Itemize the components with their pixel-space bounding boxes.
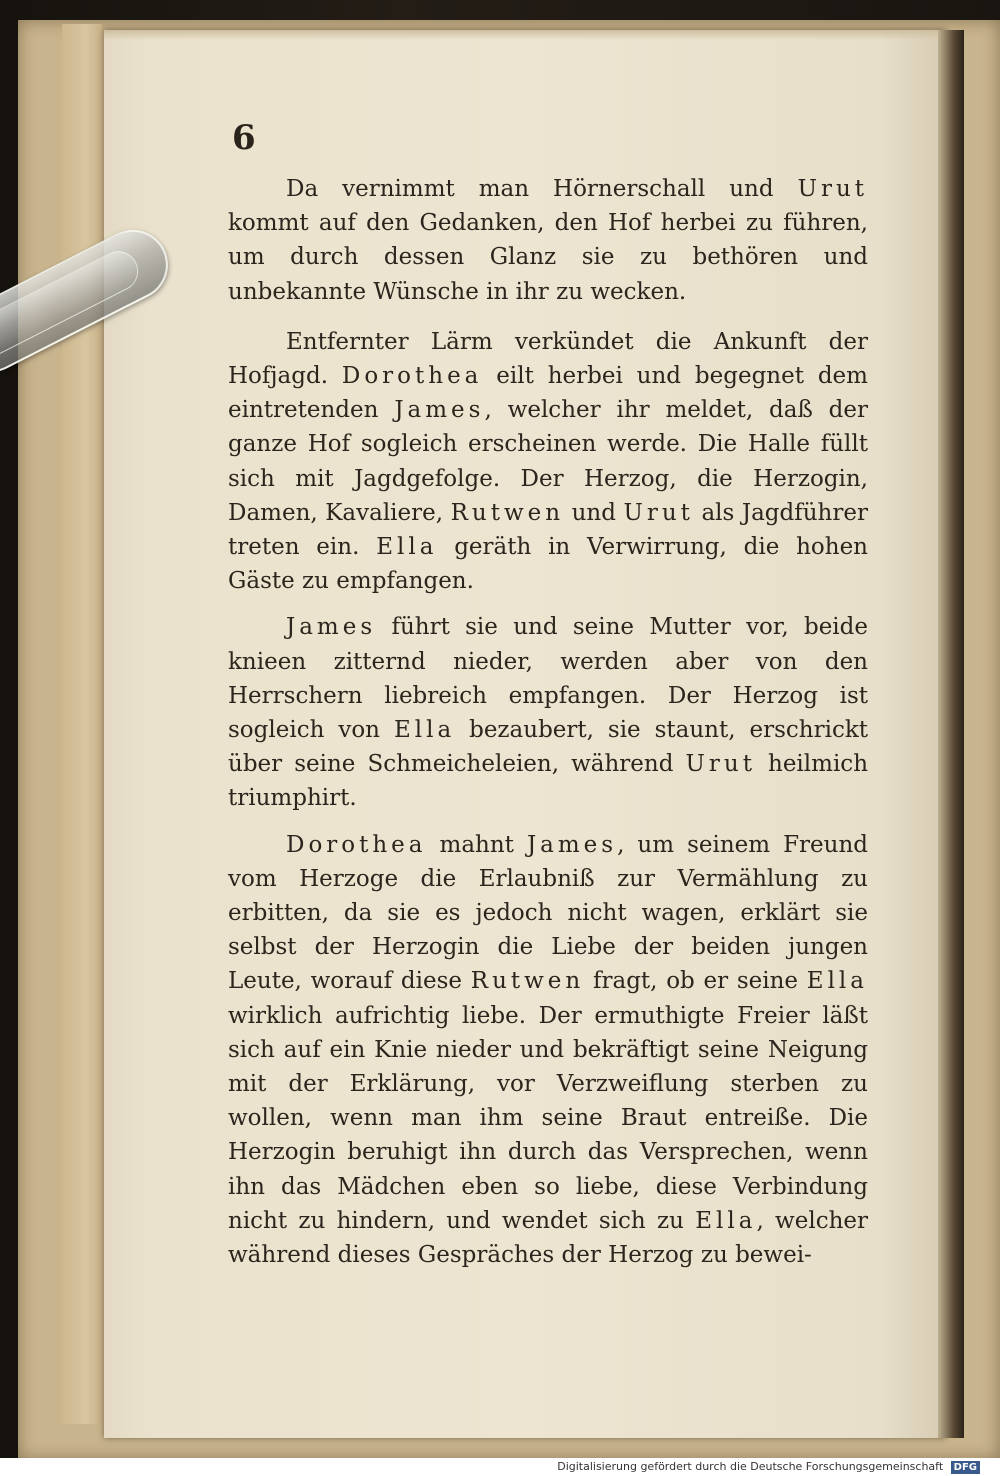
funding-credit-text: Digitalisierung gefördert durch die Deutsche Forschungsgemeinschaft (557, 1460, 944, 1473)
text-segment: fragt, ob er seine (584, 968, 807, 995)
paragraph-4 (228, 828, 868, 1273)
text-segment: , welcher ihr meldet, daß der ganze Hof sogleich erscheinen werde. Die Halle füllt sich mit Jagdgefolge. Der Herzog, die Herzogin, Damen, Kavaliere, (228, 397, 868, 526)
character-name: Ella (695, 1207, 757, 1234)
page-top-shadow (104, 30, 946, 40)
funding-credit (557, 1458, 980, 1476)
character-name: Rutwen (470, 968, 585, 995)
character-name: Urut (623, 499, 694, 526)
character-name: Ella (806, 968, 868, 995)
text-segment: führt sie und seine Mutter vor, beide knieen zitternd nieder, werden aber von den Herrschern liebreich empfangen. Der Herzog ist sogleich von (228, 614, 868, 744)
character-name: Dorothea (286, 831, 427, 858)
text-segment: , um seinem Freund vom Herzoge die Erlaubniß zur Vermählung zu erbitten, da sie es jedoch nicht wagen, erklärt sie selbst der Herzogin die Liebe der beiden jungen Leute, worauf diese (228, 831, 868, 995)
text-segment: kommt auf den Gedanken, den Hof herbei zu führen, um durch dessen Glanz sie zu bethören und unbekannte Wünsche in ihr zu wecken. (228, 210, 868, 305)
paragraph-2 (228, 325, 868, 599)
paragraph-1 (228, 172, 868, 309)
character-name: James (286, 614, 377, 641)
character-name: Dorothea (341, 363, 483, 390)
text-segment: , welcher während dieses Gespräches der Herzog zu bewei- (228, 1207, 868, 1269)
character-name: Ella (376, 534, 438, 561)
text-segment: Entfernter Lärm verkündet die Ankunft der Hofjagd. (228, 328, 868, 390)
character-name: Rutwen (450, 499, 565, 526)
text-segment: und (564, 499, 624, 526)
character-name: Urut (797, 176, 868, 202)
text-segment: als Jagdführer treten ein. (228, 499, 868, 561)
dfg-logo-icon: DFG (951, 1461, 980, 1474)
page-number: 6 (232, 118, 256, 158)
page-stack-edge (62, 24, 102, 1424)
text-segment: bezaubert, sie staunt, erschrickt über seine Schmeicheleien, während (228, 717, 869, 778)
character-name: James (394, 397, 485, 424)
text-segment: eilt herbei und begegnet dem eintretenden (228, 363, 868, 424)
paragraph-3 (228, 610, 868, 815)
character-name: Urut (685, 751, 756, 778)
character-name: Ella (393, 717, 456, 744)
text-segment: wirklich aufrichtig liebe. Der ermuthigte Freier läßt sich auf ein Knie nieder und bekräftigt seine Neigung mit der Erklärung, vor Verzweiflung sterben zu wollen, wenn man ihm seine Braut entreiße. Die Herzogin beruhigt ihn durch das Versprechen, wenn ihn das Mädchen eben so liebe, diese Verbindung nicht zu hindern, und wendet sich zu (228, 1002, 868, 1234)
text-segment: geräth in Verwirrung, die hohen Gäste zu empfangen. (228, 534, 868, 595)
body-text (228, 172, 868, 1284)
text-segment: heilmich triumphirt. (228, 751, 869, 812)
footer-bar (0, 1458, 1000, 1476)
text-segment: mahnt (426, 831, 527, 858)
character-name: James (526, 831, 618, 858)
text-segment: Da vernimmt man Hörnerschall und (286, 176, 798, 202)
page-gutter-shadow (938, 30, 964, 1438)
